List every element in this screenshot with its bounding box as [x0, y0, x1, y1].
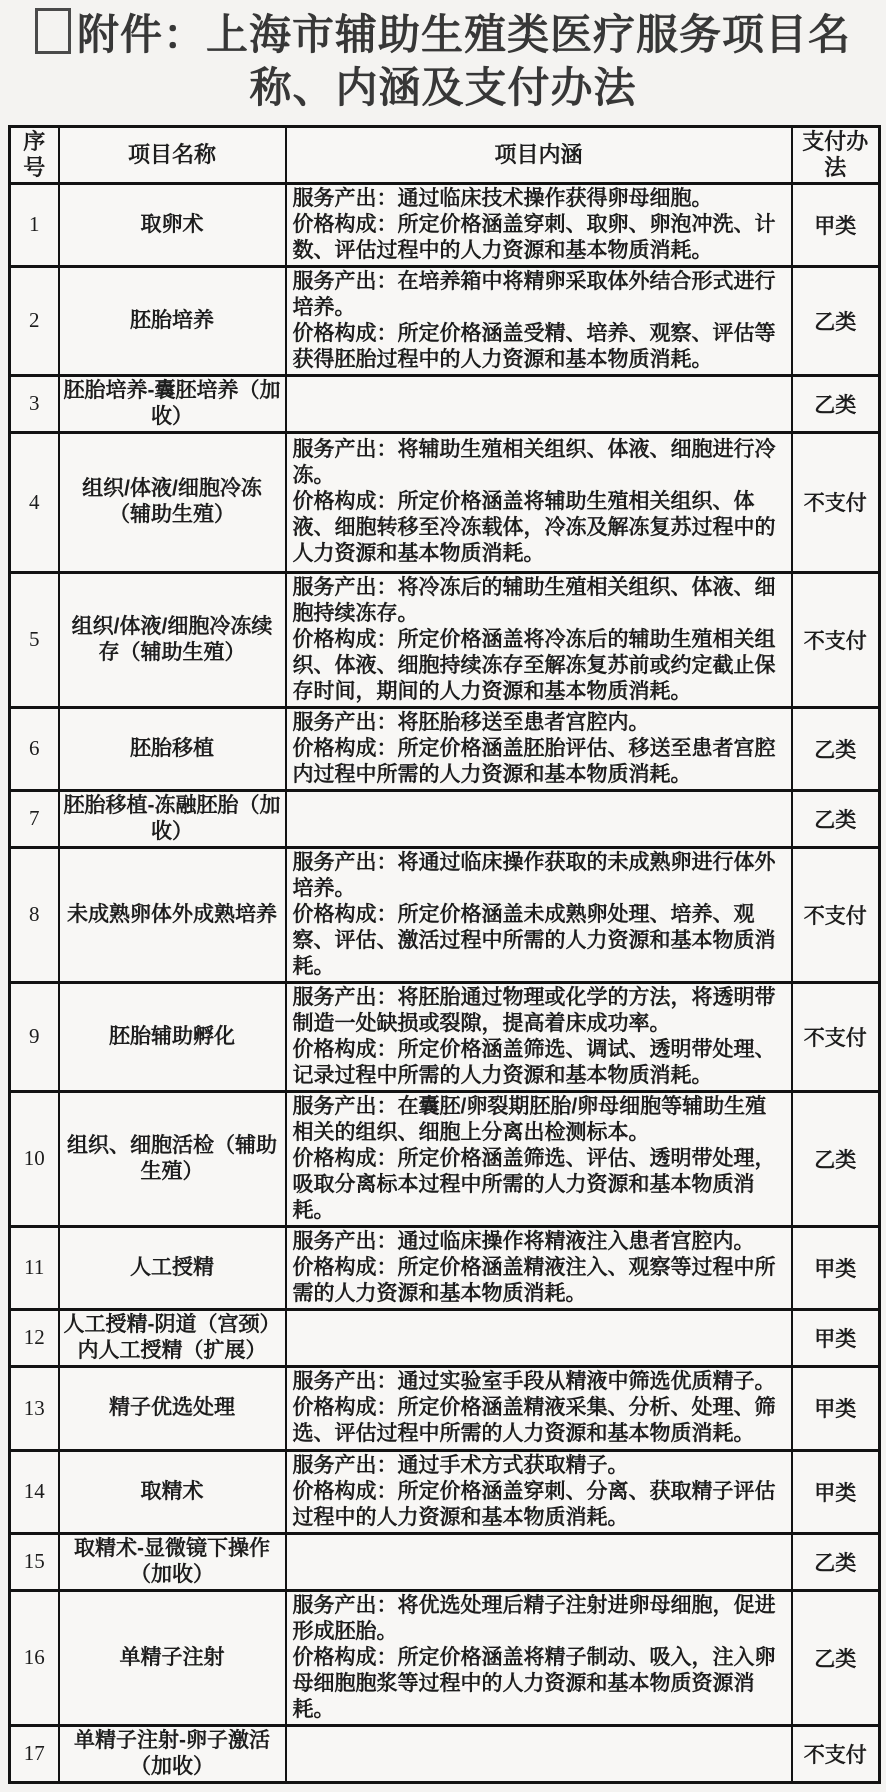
- item-name-cell: 取卵术: [59, 183, 286, 266]
- item-content-cell: [286, 790, 792, 847]
- content-line: 服务产出：通过实验室手段从精液中筛选优质精子。: [292, 1370, 776, 1394]
- content-line: 服务产出：将冷冻后的辅助生殖相关组织、体液、细胞持续冻存。: [292, 575, 776, 625]
- item-content-cell: [286, 572, 792, 707]
- document-header: [0, 0, 886, 121]
- item-content-cell: [286, 1226, 792, 1309]
- payment-method-cell: 不支付: [792, 847, 880, 982]
- table-row: [10, 266, 880, 375]
- item-content-cell: [286, 1450, 792, 1533]
- content-line: 价格构成：所定价格涵盖穿刺、取卵、卵泡冲洗、计数、评估过程中的人力资源和基本物质消耗。: [292, 212, 776, 262]
- payment-method-cell: 不支付: [792, 1725, 880, 1782]
- table-row: [10, 1226, 880, 1309]
- payment-method-cell: 乙类: [792, 1590, 880, 1725]
- table-row: [10, 572, 880, 707]
- item-name-cell: 取精术: [59, 1450, 286, 1533]
- item-name-cell: 组织/体液/细胞冷冻（辅助生殖）: [59, 432, 286, 572]
- item-name-cell: 胚胎移植: [59, 707, 286, 790]
- table-row: [10, 375, 880, 432]
- item-content-cell: [286, 1725, 792, 1782]
- table-row: [10, 1091, 880, 1226]
- row-number-cell: 16: [10, 1590, 59, 1725]
- row-number-cell: 9: [10, 982, 59, 1091]
- item-name-cell: 胚胎培养-囊胚培养（加收）: [59, 375, 286, 432]
- page-title-text: 附件：上海市辅助生殖类医疗服务项目名称、内涵及支付办法: [76, 11, 851, 112]
- payment-method-cell: 不支付: [792, 982, 880, 1091]
- item-name-cell: 单精子注射: [59, 1590, 286, 1725]
- item-name-cell: 取精术-显微镜下操作（加收）: [59, 1533, 286, 1590]
- payment-method-cell: 乙类: [792, 1091, 880, 1226]
- page-title: [14, 8, 872, 115]
- table-row: [10, 1309, 880, 1366]
- payment-method-cell: 甲类: [792, 1366, 880, 1450]
- item-content-cell: [286, 1590, 792, 1725]
- header-serial-number: 序号: [10, 126, 59, 183]
- table-row: [10, 1725, 880, 1782]
- content-line: 价格构成：所定价格涵盖精液注入、观察等过程中所需的人力资源和基本物质消耗。: [292, 1255, 776, 1305]
- content-line: 服务产出：将通过临床操作获取的未成熟卵进行体外培养。: [292, 850, 776, 900]
- row-number-cell: 4: [10, 432, 59, 572]
- row-number-cell: 12: [10, 1309, 59, 1366]
- row-number-cell: 3: [10, 375, 59, 432]
- row-number-cell: 1: [10, 183, 59, 266]
- payment-method-cell: 乙类: [792, 375, 880, 432]
- header-item-content: 项目内涵: [286, 126, 792, 183]
- table-row: [10, 432, 880, 572]
- content-line: 服务产出：在培养箱中将精卵采取体外结合形式进行培养。: [292, 269, 776, 319]
- table-row: [10, 847, 880, 982]
- table-row: [10, 1533, 880, 1590]
- header-payment-method: 支付办法: [792, 126, 880, 183]
- table-row: [10, 1590, 880, 1725]
- item-name-cell: 胚胎移植-冻融胚胎（加收）: [59, 790, 286, 847]
- content-line: 价格构成：所定价格涵盖受精、培养、观察、评估等获得胚胎过程中的人力资源和基本物质消耗。: [292, 321, 776, 371]
- item-name-cell: 胚胎培养: [59, 266, 286, 375]
- content-line: 价格构成：所定价格涵盖穿刺、分离、获取精子评估过程中的人力资源和基本物质消耗。: [292, 1479, 776, 1529]
- item-content-cell: [286, 1309, 792, 1366]
- content-line: 服务产出：将优选处理后精子注射进卵母细胞，促进形成胚胎。: [292, 1593, 776, 1643]
- item-name-cell: 单精子注射-卵子激活（加收）: [59, 1725, 286, 1782]
- payment-method-cell: 甲类: [792, 183, 880, 266]
- payment-method-cell: 甲类: [792, 1450, 880, 1533]
- item-content-cell: [286, 847, 792, 982]
- content-line: 服务产出：在囊胚/卵裂期胚胎/卵母细胞等辅助生殖相关的组织、细胞上分离出检测标本。: [292, 1094, 767, 1144]
- payment-method-cell: 乙类: [792, 790, 880, 847]
- content-line: 服务产出：将辅助生殖相关组织、体液、细胞进行冷冻。: [292, 438, 776, 488]
- table-row: [10, 1366, 880, 1450]
- row-number-cell: 10: [10, 1091, 59, 1226]
- content-line: 价格构成：所定价格涵盖将辅助生殖相关组织、体液、细胞转移至冷冻载体，冷冻及解冻复苏过程中的人力资源和基本物质消耗。: [292, 490, 776, 566]
- content-line: 服务产出：通过临床技术操作获得卵母细胞。: [292, 186, 713, 210]
- missing-glyph-box-icon: [35, 8, 71, 54]
- row-number-cell: 14: [10, 1450, 59, 1533]
- content-line: 服务产出：将胚胎移送至患者宫腔内。: [292, 710, 650, 734]
- table-row: [10, 707, 880, 790]
- row-number-cell: 13: [10, 1366, 59, 1450]
- item-content-cell: [286, 432, 792, 572]
- content-line: 服务产出：通过临床操作将精液注入患者宫腔内。: [292, 1229, 755, 1253]
- item-content-cell: [286, 1091, 792, 1226]
- item-name-cell: 人工授精-阴道（宫颈）内人工授精（扩展）: [59, 1309, 286, 1366]
- row-number-cell: 15: [10, 1533, 59, 1590]
- item-name-cell: 人工授精: [59, 1226, 286, 1309]
- payment-method-cell: 不支付: [792, 572, 880, 707]
- table-row: [10, 183, 880, 266]
- item-content-cell: [286, 1366, 792, 1450]
- item-content-cell: [286, 707, 792, 790]
- payment-method-cell: 乙类: [792, 707, 880, 790]
- table-header-row: [10, 126, 880, 183]
- payment-method-cell: 甲类: [792, 1226, 880, 1309]
- payment-method-cell: 不支付: [792, 432, 880, 572]
- table-row: [10, 790, 880, 847]
- item-name-cell: 组织、细胞活检（辅助生殖）: [59, 1091, 286, 1226]
- payment-method-cell: 乙类: [792, 1533, 880, 1590]
- row-number-cell: 11: [10, 1226, 59, 1309]
- item-content-cell: [286, 375, 792, 432]
- item-name-cell: 胚胎辅助孵化: [59, 982, 286, 1091]
- row-number-cell: 5: [10, 572, 59, 707]
- payment-method-cell: 甲类: [792, 1309, 880, 1366]
- item-name-cell: 精子优选处理: [59, 1366, 286, 1450]
- content-line: 价格构成：所定价格涵盖胚胎评估、移送至患者宫腔内过程中所需的人力资源和基本物质消耗。: [292, 736, 776, 786]
- row-number-cell: 8: [10, 847, 59, 982]
- content-line: 价格构成：所定价格涵盖将精子制动、吸入，注入卵母细胞胞浆等过程中的人力资源和基本物质资源消耗。: [292, 1645, 776, 1721]
- header-item-name: 项目名称: [59, 126, 286, 183]
- content-line: 价格构成：所定价格涵盖精液采集、分析、处理、筛选、评估过程中所需的人力资源和基本物质消耗。: [292, 1396, 776, 1446]
- content-line: 价格构成：所定价格涵盖未成熟卵处理、培养、观察、评估、激活过程中所需的人力资源和基本物质消耗。: [292, 902, 776, 978]
- content-line: 服务产出：将胚胎通过物理或化学的方法，将透明带制造一处缺损或裂隙，提高着床成功率。: [292, 985, 776, 1035]
- row-number-cell: 17: [10, 1725, 59, 1782]
- content-line: 价格构成：所定价格涵盖筛选、调试、透明带处理、记录过程中所需的人力资源和基本物质消耗。: [292, 1037, 776, 1087]
- payment-method-cell: 乙类: [792, 266, 880, 375]
- item-content-cell: [286, 183, 792, 266]
- row-number-cell: 6: [10, 707, 59, 790]
- item-content-cell: [286, 1533, 792, 1590]
- content-line: 价格构成：所定价格涵盖筛选、评估、透明带处理，吸取分离标本过程中所需的人力资源和基本物质消耗。: [292, 1146, 776, 1222]
- item-name-cell: 未成熟卵体外成熟培养: [59, 847, 286, 982]
- item-content-cell: [286, 982, 792, 1091]
- content-line: 服务产出：通过手术方式获取精子。: [292, 1453, 629, 1477]
- row-number-cell: 7: [10, 790, 59, 847]
- item-name-cell: 组织/体液/细胞冷冻续存（辅助生殖）: [59, 572, 286, 707]
- table-row: [10, 982, 880, 1091]
- service-items-table: [8, 125, 881, 1784]
- item-content-cell: [286, 266, 792, 375]
- row-number-cell: 2: [10, 266, 59, 375]
- content-line: 价格构成：所定价格涵盖将冷冻后的辅助生殖相关组织、体液、细胞持续冻存至解冻复苏前或约定截止保存时间，期间的人力资源和基本物质消耗。: [292, 627, 776, 703]
- table-row: [10, 1450, 880, 1533]
